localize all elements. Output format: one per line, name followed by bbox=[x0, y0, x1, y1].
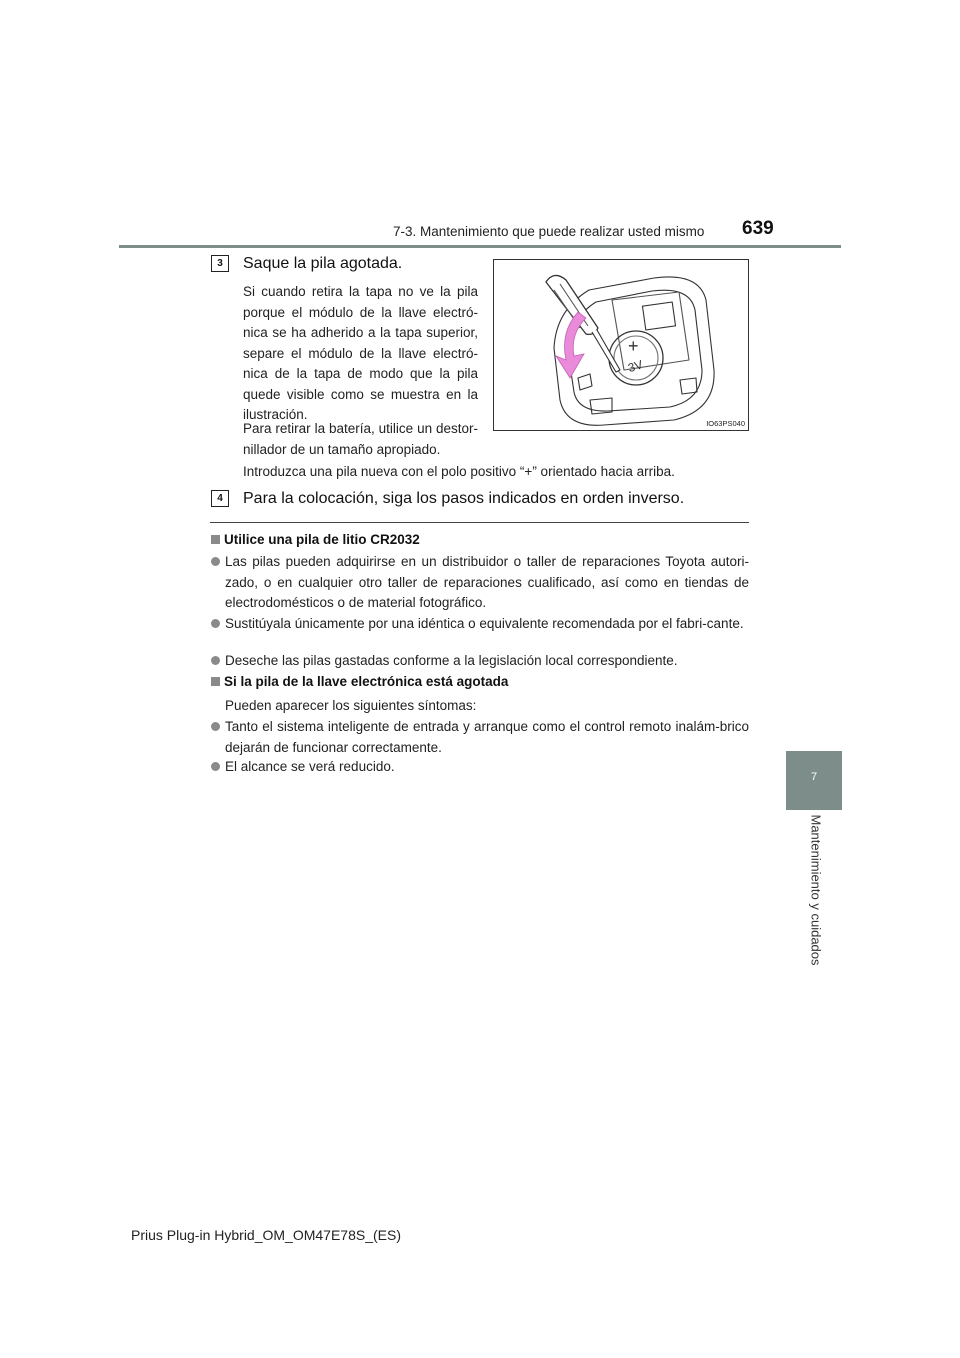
note-bullet bbox=[211, 552, 749, 614]
housing-clip-right bbox=[680, 378, 697, 394]
footer-document-id: Prius Plug-in Hybrid_OM_OM47E78S_(ES) bbox=[131, 1227, 401, 1243]
battery-plus-label: + bbox=[628, 336, 639, 356]
screwdriver-shaft bbox=[592, 330, 620, 372]
step-3-paragraph-3: Introduzca una pila nueva con el polo positivo “+” orientado hacia arriba. bbox=[243, 464, 675, 479]
header-rule bbox=[119, 245, 841, 248]
step-4-badge: 4 bbox=[211, 490, 229, 507]
section-square-icon bbox=[211, 535, 220, 544]
battery-removal-illustration bbox=[493, 259, 749, 431]
note-heading-battery-type-text: Utilice una pila de litio CR2032 bbox=[224, 532, 420, 547]
step-3-paragraph-1: Si cuando retira la tapa no ve la pila porque el módulo de la llave electró-nica se ha adherido a la tapa superior, separe el módulo de la llave electró-nica de la tapa de modo que la pila quede visible como se muestra en la ilustración. bbox=[243, 284, 478, 422]
note-bullet-text: Tanto el sistema inteligente de entrada y arranque como el control remoto inalám-brico dejarán de funcionar correctamente. bbox=[225, 719, 749, 755]
header-section-title: 7-3. Mantenimiento que puede realizar usted mismo bbox=[393, 224, 705, 239]
step-3-paragraph-2: Para retirar la batería, utilice un destor-nillador de un tamaño apropiado. bbox=[243, 421, 478, 457]
note-heading-battery-type bbox=[211, 532, 420, 547]
key-chip bbox=[642, 302, 675, 330]
housing-clip-left bbox=[578, 374, 592, 390]
note-heading-depleted-battery bbox=[211, 674, 508, 689]
bullet-dot-icon bbox=[211, 722, 220, 731]
step-3-title: Saque la pila agotada. bbox=[243, 255, 403, 272]
page-number: 639 bbox=[742, 218, 774, 239]
bullet-dot-icon bbox=[211, 619, 220, 628]
bullet-dot-icon bbox=[211, 762, 220, 771]
section-square-icon bbox=[211, 677, 220, 686]
note-intro-text: Pueden aparecer los siguientes síntomas: bbox=[225, 698, 477, 713]
note-bullet bbox=[211, 717, 749, 758]
note-bullet-text: Deseche las pilas gastadas conforme a la legislación local correspondiente. bbox=[225, 653, 678, 668]
note-bullet bbox=[211, 651, 749, 672]
key-module-board bbox=[612, 292, 689, 370]
note-bullet-text: El alcance se verá reducido. bbox=[225, 759, 395, 774]
housing-clip-bottom bbox=[590, 398, 612, 414]
key-battery-drawing bbox=[494, 260, 748, 430]
figure-code: IO63PS040 bbox=[706, 419, 745, 428]
note-bullet bbox=[211, 757, 749, 778]
chapter-number: 7 bbox=[810, 771, 818, 783]
note-bullet-text: Sustitúyala únicamente por una idéntica o equivalente recomendada por el fabri-cante. bbox=[225, 616, 744, 631]
bullet-dot-icon bbox=[211, 557, 220, 566]
bullet-dot-icon bbox=[211, 656, 220, 665]
step-3-badge: 3 bbox=[211, 255, 229, 272]
chapter-tab bbox=[786, 751, 842, 810]
step-4-title: Para la colocación, siga los pasos indicados en orden inverso. bbox=[243, 490, 685, 507]
notes-divider bbox=[210, 522, 749, 523]
chapter-title: Mantenimiento y cuidados bbox=[808, 814, 824, 966]
battery-voltage-label: 3V bbox=[626, 357, 645, 376]
note-bullet bbox=[211, 614, 749, 635]
note-bullet-text: Las pilas pueden adquirirse en un distribuidor o taller de reparaciones Toyota autori-zado, o en cualquier otro taller de reparaciones cualificado, así como en tiendas de electrodomésticos o de material fotográfico. bbox=[225, 554, 749, 610]
note-heading-depleted-battery-text: Si la pila de la llave electrónica está agotada bbox=[224, 674, 509, 689]
